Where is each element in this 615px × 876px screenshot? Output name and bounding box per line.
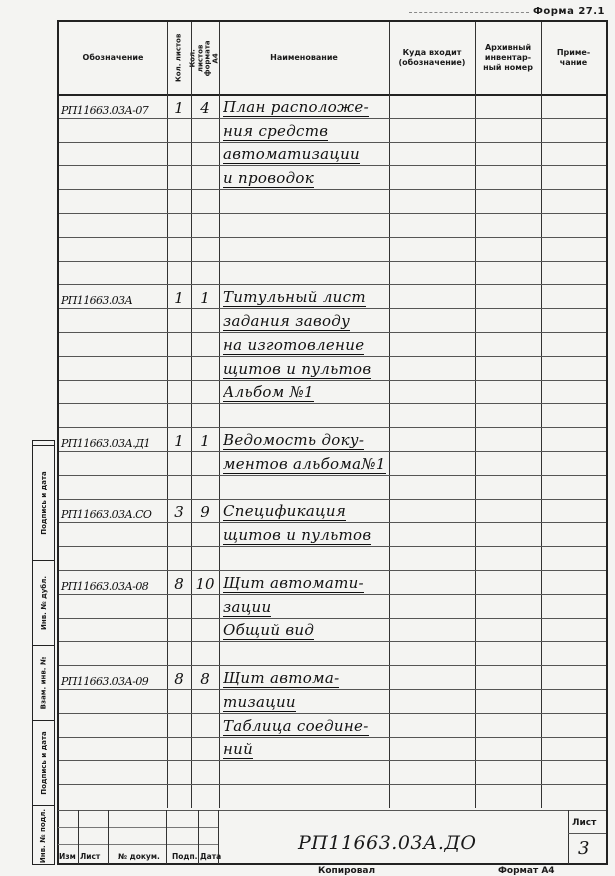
- table-row: [0, 332, 615, 356]
- table-row: [0, 356, 615, 380]
- row-name: и проводок: [223, 169, 314, 188]
- row-name: Щит автома-: [223, 668, 340, 687]
- document-number: РП11663.03А.ДО: [298, 832, 477, 854]
- title-block: [58, 810, 606, 864]
- header-archive-number: Архивный инвентар- ный номер: [483, 43, 533, 72]
- table-row: [0, 618, 615, 642]
- row-designation: РП11663.03А.Д1: [61, 436, 150, 450]
- table-row: [0, 594, 615, 618]
- row-name: автоматизации: [223, 145, 361, 164]
- sheet-number: 3: [578, 838, 590, 859]
- row-name: зации: [223, 597, 272, 616]
- row-name: задания заводу: [223, 311, 351, 330]
- row-name: Спецификация: [223, 502, 347, 521]
- row-name: Ведомость доку-: [223, 430, 365, 449]
- table-row: [0, 94, 615, 118]
- row-designation: РП11663.03А-08: [61, 579, 149, 593]
- row-sheets-count: 1: [174, 98, 184, 117]
- row-name: Альбом №1: [223, 383, 314, 402]
- side-stamp-label: Подпись и дата: [39, 731, 48, 795]
- table-row: [0, 189, 615, 213]
- table-row: [0, 546, 615, 570]
- row-name: щитов и пультов: [223, 359, 372, 378]
- copied-label: Копировал: [318, 866, 376, 876]
- side-stamp-label: Инв. № подл.: [39, 808, 48, 863]
- row-name: щитов и пультов: [223, 526, 372, 545]
- table-row: [0, 142, 615, 166]
- row-name: Таблица соедине-: [223, 716, 369, 735]
- table-row: [0, 308, 615, 332]
- table-row: [0, 403, 615, 427]
- row-sheets-a4: 8: [200, 669, 210, 688]
- col-change-label: Изм: [59, 852, 76, 861]
- row-name: ния средств: [223, 121, 329, 140]
- row-name: Титульный лист: [223, 288, 366, 307]
- sheet-label: Лист: [572, 818, 597, 828]
- table-row: [0, 713, 615, 737]
- row-name: Щит автомати-: [223, 573, 364, 592]
- table-row: [0, 784, 615, 808]
- header-sheets-count: Кол. листов: [174, 33, 183, 83]
- row-sheets-a4: 1: [200, 431, 210, 450]
- table-row: [0, 665, 615, 689]
- row-sheets-a4: 1: [200, 289, 210, 308]
- side-stamp-label: Взам. инв. №: [39, 656, 48, 710]
- row-designation: РП11663.03А.СО: [61, 508, 152, 522]
- table-row: [0, 475, 615, 499]
- table-row: [0, 451, 615, 475]
- table-row: [0, 427, 615, 451]
- table-row: [0, 380, 615, 404]
- table-row: [0, 760, 615, 784]
- row-designation: РП11663.03А: [61, 294, 133, 308]
- col-sign-label: Подп.: [172, 852, 198, 861]
- header-sheets-a4: Кол. листов формата А4: [188, 40, 220, 76]
- header-a4-cell: [188, 22, 220, 94]
- row-sheets-a4: 9: [200, 503, 210, 522]
- side-stamp-cell: [32, 805, 55, 865]
- row-name: на изготовление: [223, 335, 365, 354]
- table-row: [0, 641, 615, 665]
- table-row: [0, 570, 615, 594]
- col-date-label: Дата: [200, 852, 222, 861]
- form-label: Форма 27.1: [532, 6, 605, 17]
- table-row: [0, 522, 615, 546]
- row-designation: РП11663.03А-09: [61, 674, 149, 688]
- table-row: [0, 261, 615, 285]
- col-sheet-label: Лист: [80, 852, 101, 861]
- row-sheets-a4: 10: [195, 574, 215, 593]
- header-designation: Обозначение: [82, 53, 144, 62]
- row-name: Общий вид: [223, 621, 315, 640]
- table-row: [0, 165, 615, 189]
- row-sheets-count: 1: [174, 289, 184, 308]
- col-doc-label: № докум.: [118, 852, 160, 861]
- row-sheets-count: 8: [174, 669, 184, 688]
- table-row: [0, 237, 615, 261]
- header-note: Приме- чание: [556, 48, 591, 67]
- row-sheets-count: 8: [174, 574, 184, 593]
- table-row: [0, 499, 615, 523]
- table-row: [0, 737, 615, 761]
- header-sheets-cell: [167, 22, 191, 94]
- row-designation: РП11663.03А-07: [61, 103, 149, 117]
- side-stamp-label: Подпись и дата: [39, 471, 48, 535]
- table-row: [0, 118, 615, 142]
- table-row: [0, 213, 615, 237]
- row-sheets-a4: 4: [200, 98, 210, 117]
- format-label: Формат А4: [498, 866, 555, 876]
- table-row: [0, 284, 615, 308]
- header-where-used: Куда входит (обозначение): [398, 48, 466, 67]
- row-name: План расположе-: [223, 97, 369, 116]
- side-stamp-label: Инв. № дубл.: [39, 576, 48, 630]
- table-row: [0, 689, 615, 713]
- row-sheets-count: 1: [174, 431, 184, 450]
- row-name: тизации: [223, 692, 296, 711]
- header-name: Наименование: [270, 53, 338, 62]
- row-name: ний: [223, 740, 254, 759]
- row-name: ментов альбома№1: [223, 454, 386, 473]
- row-sheets-count: 3: [174, 503, 184, 522]
